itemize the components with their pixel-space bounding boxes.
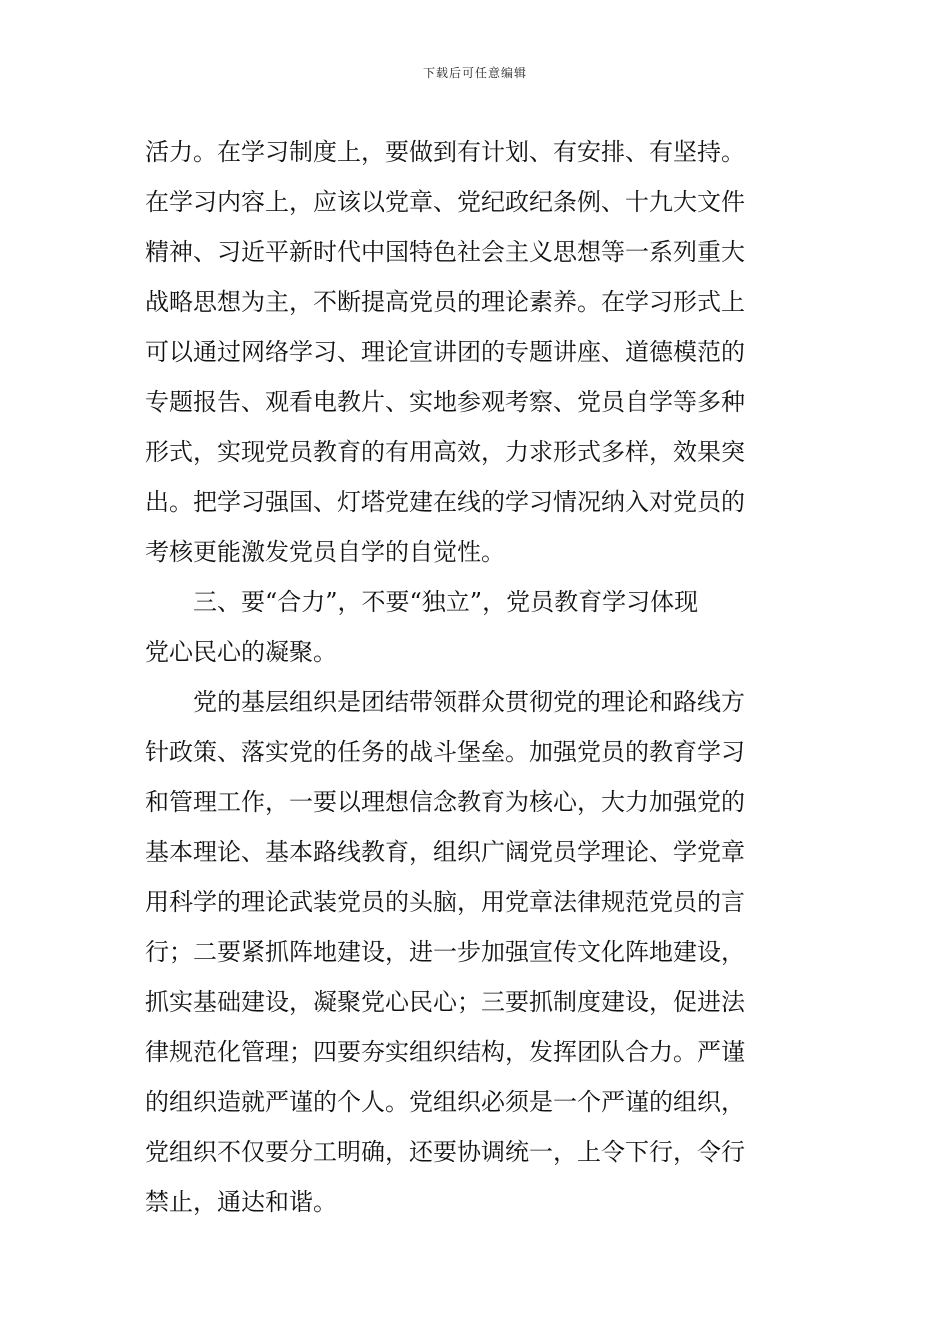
text-line: 出。把学习强国、灯塔党建在线的学习情况纳入对党员的 [145,488,745,516]
text-line: 战略思想为主，不断提高党员的理论素养。在学习形式上 [145,288,745,316]
text-line: 律规范化管理；四要夯实组织结构，发挥团队合力。严谨 [145,1038,745,1066]
text-line: 活力。在学习制度上，要做到有计划、有安排、有坚持。 [145,138,745,166]
section-heading-line: 三、要“合力”，不要“独立”，党员教育学习体现 [193,588,699,616]
text-line: 精神、习近平新时代中国特色社会主义思想等一系列重大 [145,238,745,266]
text-line: 用科学的理论武装党员的头脑，用党章法律规范党员的言 [145,888,745,916]
section-heading-line: 党心民心的凝聚。 [145,638,337,666]
paragraph-start-line: 党的基层组织是团结带领群众贯彻党的理论和路线方 [193,688,745,716]
text-line: 禁止，通达和谐。 [145,1188,337,1216]
text-line: 的组织造就严谨的个人。党组织必须是一个严谨的组织， [145,1088,745,1116]
text-line: 在学习内容上，应该以党章、党纪政纪条例、十九大文件 [145,188,745,216]
text-line: 行；二要紧抓阵地建设，进一步加强宣传文化阵地建设， [145,938,745,966]
text-line: 专题报告、观看电教片、实地参观考察、党员自学等多种 [145,388,745,416]
text-line: 考核更能激发党员自学的自觉性。 [145,538,505,566]
page-header: 下载后可任意编辑 [422,66,527,80]
document-body [145,127,807,1227]
text-line: 可以通过网络学习、理论宣讲团的专题讲座、道德模范的 [145,338,745,366]
text-line: 和管理工作，一要以理想信念教育为核心，大力加强党的 [145,788,745,816]
text-line: 党组织不仅要分工明确，还要协调统一，上令下行，令行 [145,1138,745,1166]
text-line: 基本理论、基本路线教育，组织广阔党员学理论、学党章 [145,838,745,866]
text-line: 形式，实现党员教育的有用高效，力求形式多样，效果突 [145,438,745,466]
text-line: 针政策、落实党的任务的战斗堡垒。加强党员的教育学习 [145,738,745,766]
text-line: 抓实基础建设，凝聚党心民心；三要抓制度建设，促进法 [145,988,745,1016]
